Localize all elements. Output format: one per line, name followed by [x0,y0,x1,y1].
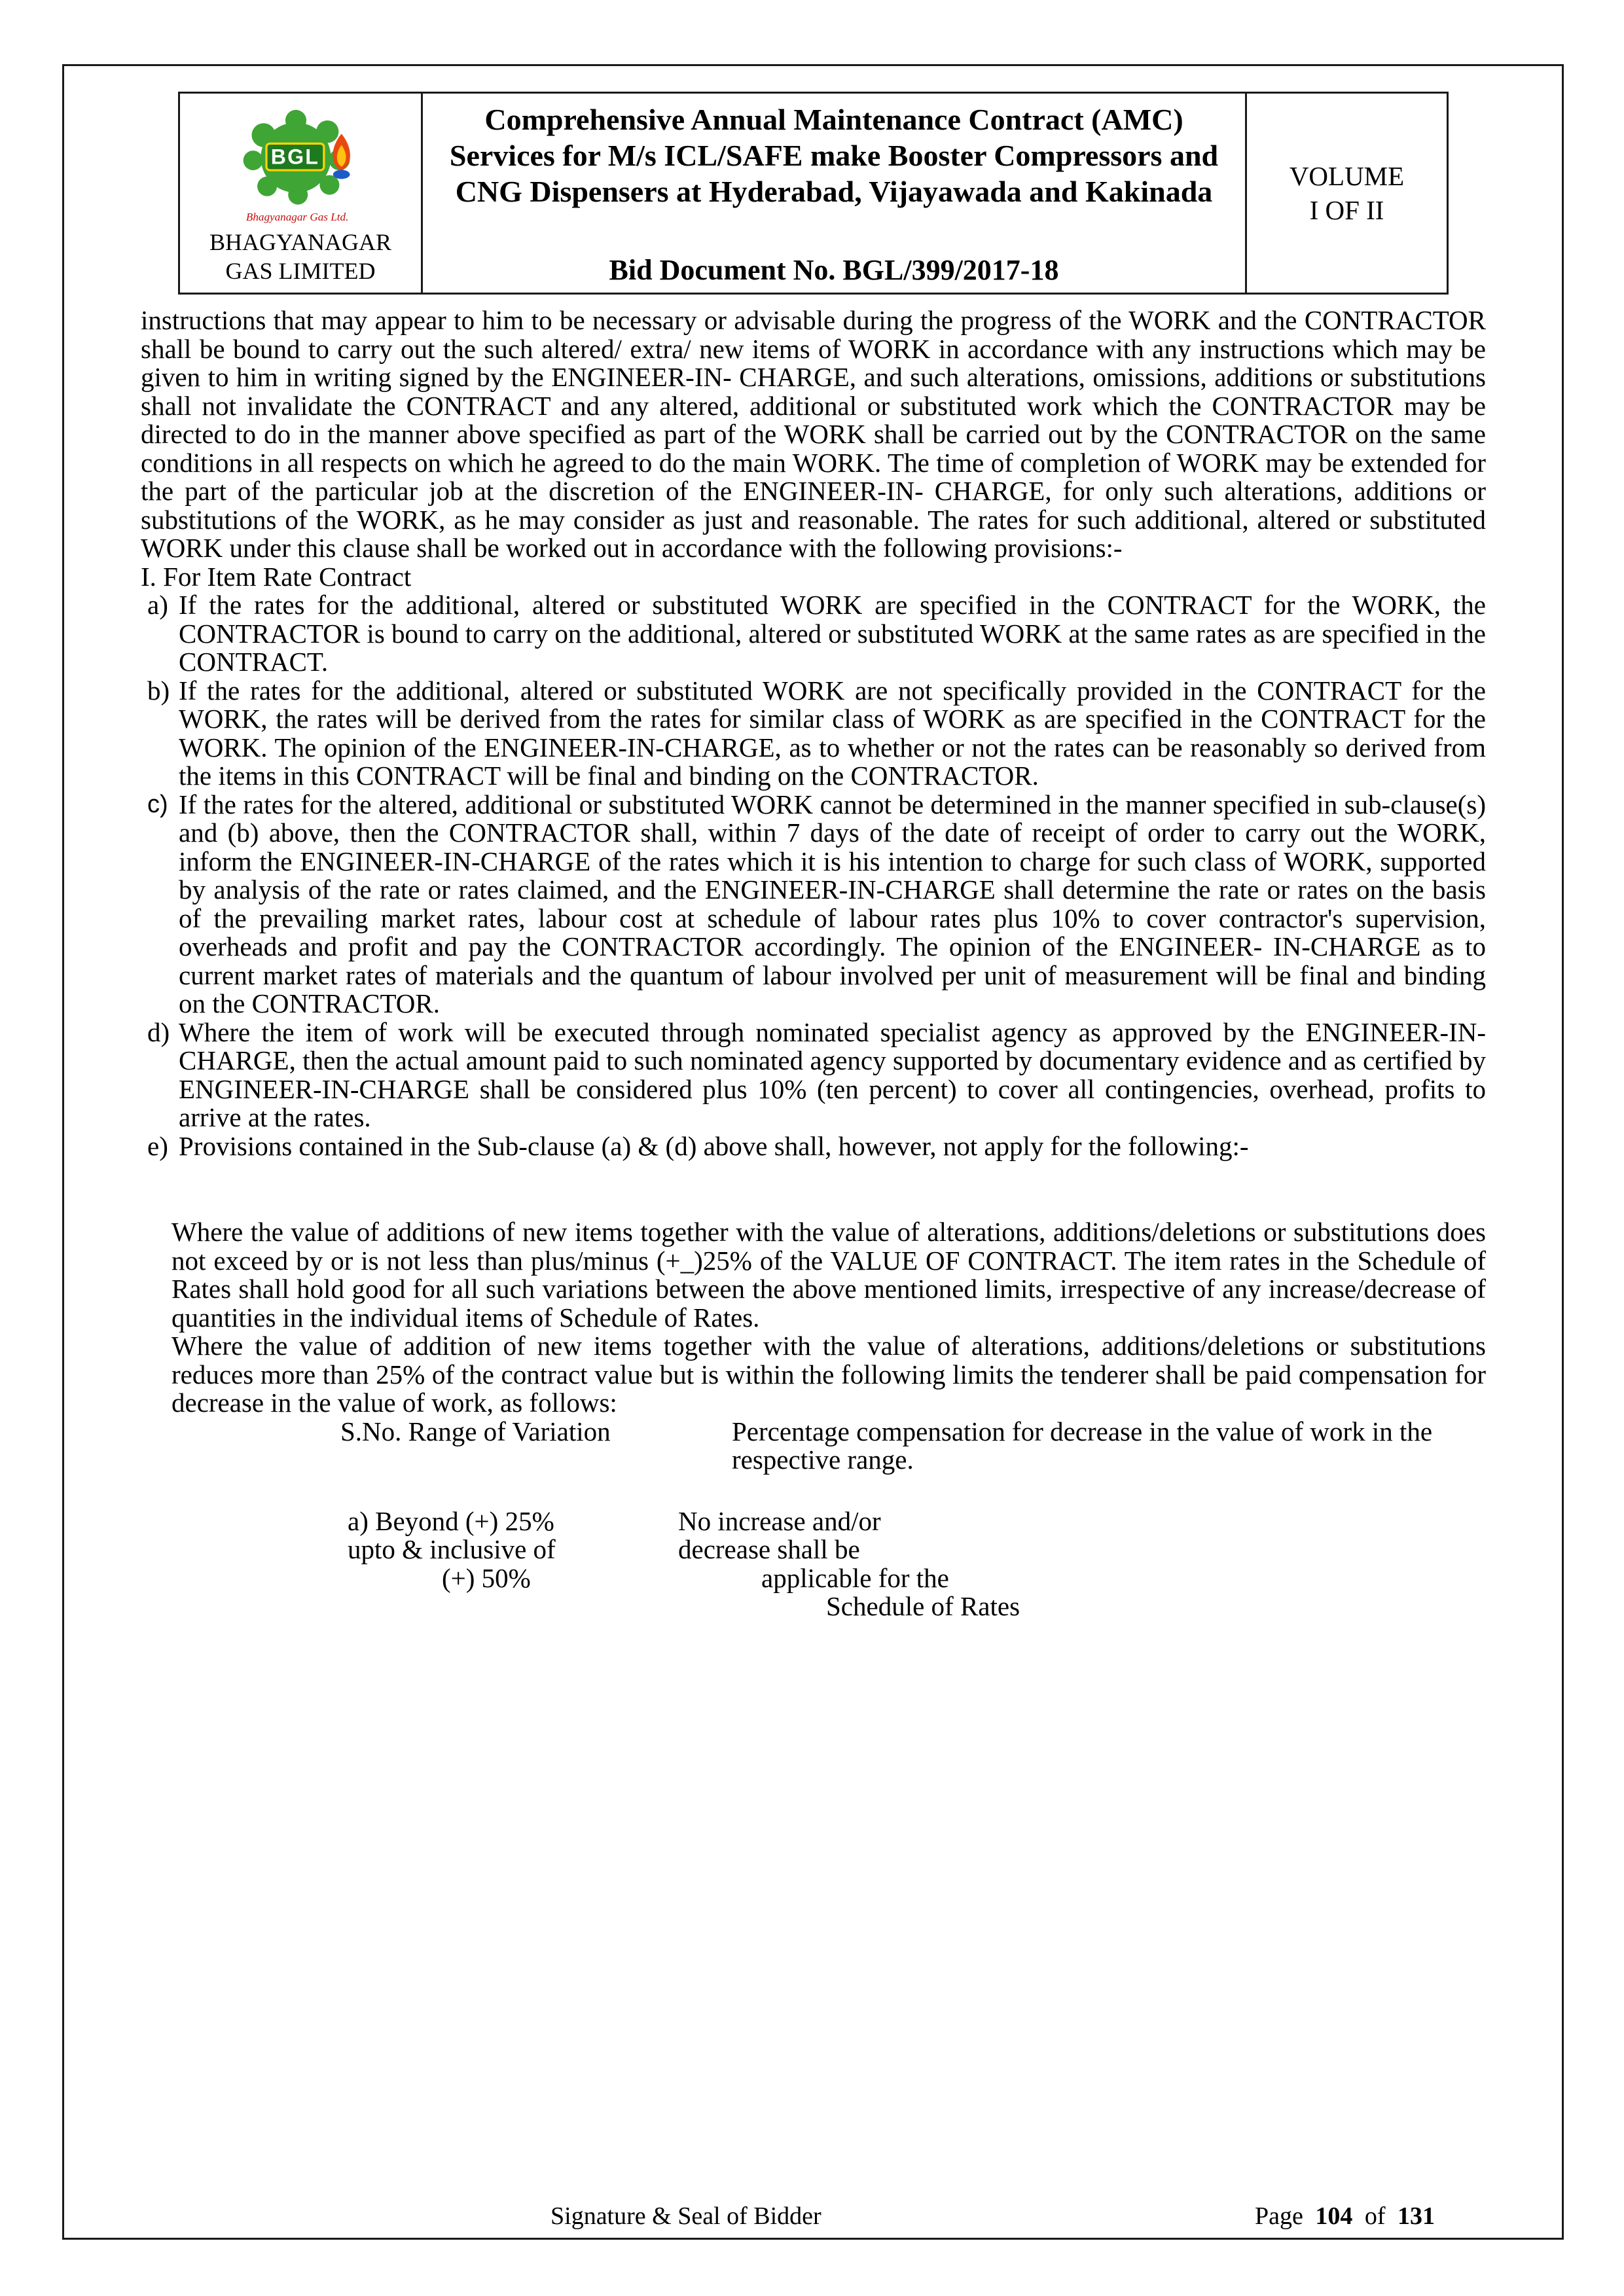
page-number [1255,2202,1485,2231]
variation-paragraph-2: Where the value of addition of new items together with the value of alterations, additions/deletions or substitutions reduces more than 25% of the contract value but is within the following limits the tenderer shall be paid compensation for decrease in the value of work, as follows: [171,1331,1486,1418]
volume-line1: VOLUME [1289,161,1405,191]
variation-col2-header: Percentage compensation for decrease in the value of work in the respective range. [732,1416,1433,1475]
document-title: Comprehensive Annual Maintenance Contract (AMC) Services for M/s ICL/SAFE make Booster Compressors and CNG Dispensers at Hyderabad, Vijayawada and Kakinada [449,103,1219,208]
flame-base-icon [333,170,350,179]
variation-table-header [141,1418,1486,1475]
section-heading: I. For Item Rate Contract [141,561,412,592]
bgl-logo-icon [227,101,374,228]
list-item-c [147,791,1486,1018]
compensation-line-1: No increase and/or [678,1505,881,1536]
list-item-b [147,677,1486,791]
page-footer [141,2202,1485,2231]
document-body [141,306,1486,1621]
page-number-value: 104 [1315,2202,1353,2230]
company-name [209,228,391,285]
variation-paragraph-1: Where the value of additions of new items together with the value of alterations, additions/deletions or substitutions does not exceed by or is not less than plus/minus (+_)25% of the VALUE OF CONTRACT. The item rates in the Schedule of Rates shall hold good for all such variations between the above mentioned limits, irrespective of any increase/decrease of quantities in the individual items of Schedule of Rates. [171,1217,1486,1333]
company-name-line1: BHAGYANAGAR [209,229,391,255]
compensation-line-4: Schedule of Rates [826,1591,1020,1621]
signature-label: Signature & Seal of Bidder [550,2202,821,2230]
logo-cell [180,94,421,293]
variation-compensation-column [678,1507,1136,1621]
title-cell [421,94,1247,293]
variation-table-row [141,1507,1486,1621]
list-marker-d: d) [147,1016,170,1047]
intro-paragraph: instructions that may appear to him to be necessary or advisable during the progress of the WORK and the CONTRACTOR shall be bound to carry out the such altered/ extra/ new items of WORK in accordance with any instructions which may be given to him in writing signed by the ENGINEER-IN- CHARGE, and such alterations, omissions, additions or substitutions shall not invalidate the CONTRACT and any altered, additional or substituted work which the CONTRACTOR may be directed to do in the manner above specified as part of the WORK shall be carried out by the CONTRACTOR on the same conditions in all respects on which he agreed to do the main WORK. The time of completion of WORK may be extended for the part of the particular job at the discretion of the ENGINEER-IN- CHARGE, for only such alterations, additions or substitutions of the WORK, as he may consider as just and reasonable. The rates for such additional, altered or substituted WORK under this clause shall be worked out in accordance with the following provisions:- [141,305,1486,563]
list-item-e-text: Provisions contained in the Sub-clause (a) & (d) above shall, however, not apply for the following:- [179,1130,1249,1161]
of-word: of [1364,2202,1386,2230]
list-marker-a: a) [147,590,168,620]
list-marker-c: c) [147,790,168,818]
document-header [178,92,1449,295]
list-item-d-text: Where the item of work will be executed through nominated specialist agency as approved by the ENGINEER-IN-CHARGE, then the actual amount paid to such nominated agency supported by documentary evidence and as certified by ENGINEER-IN-CHARGE shall be considered plus 10% (ten percent) to cover all contingencies, overhead, profits to arrive at the rates. [179,1016,1486,1132]
list-item-a [147,591,1486,677]
volume-cell [1247,94,1447,293]
volume-line2: I OF II [1309,195,1384,225]
compensation-line-2: decrease shall be [678,1534,860,1564]
page-word: Page [1254,2202,1303,2230]
variation-range-column [348,1507,629,1621]
list-item-c-text: If the rates for the altered, additional or substituted WORK cannot be determined in the manner specified in sub-clause(s) and (b) above, then the CONTRACTOR shall, within 7 days of the date of receipt of order to carry out the WORK, inform the ENGINEER-IN-CHARGE of the rates which it is his intention to charge for such class of WORK, supported by analysis of the rate or rates claimed, and the ENGINEER-IN-CHARGE shall determine the rate or rates on the basis of the prevailing market rates, labour cost at schedule of labour rates plus 10% to cover contractor's supervision, overheads and profit and pay the CONTRACTOR accordingly. The opinion of the ENGINEER- IN-CHARGE as to current market rates of materials and the quantum of labour involved per unit of measurement will be final and binding on the CONTRACTOR. [179,789,1486,1018]
company-name-line2: GAS LIMITED [225,258,376,284]
list-item-a-text: If the rates for the additional, altered or substituted WORK are specified in the CONTRACT for the WORK, the CONTRACTOR is bound to carry on the additional, altered or substituted WORK at the same rates as are specified in the CONTRACT. [179,590,1486,677]
variation-col1-header: S.No. Range of Variation [340,1416,611,1446]
range-line-2: upto & inclusive of [348,1534,556,1564]
list-item-b-text: If the rates for the additional, altered or substituted WORK are not specifically provided in the CONTRACT for the WORK, the rates will be derived from the rates for similar class of WORK as are specified in the CONTRACT for the WORK. The opinion of the ENGINEER-IN-CHARGE, as to whether or not the rates can be reasonably so derived from the items in this CONTRACT will be final and binding on the CONTRACTOR. [179,675,1486,791]
list-marker-e: e) [147,1130,168,1161]
logo-tagline-text: Bhagyanagar Gas Ltd. [245,211,348,224]
list-item-e [147,1132,1486,1161]
range-line-3: (+) 50% [442,1562,531,1593]
compensation-line-3: applicable for the [761,1562,949,1593]
volume-label [1290,159,1404,227]
bid-document-number: Bid Document No. BGL/399/2017-18 [609,254,1059,286]
list-item-d [147,1018,1486,1132]
list-marker-b: b) [147,675,170,706]
range-line-1: a) Beyond (+) 25% [348,1505,554,1536]
logo-acronym-text: BGL [270,145,319,169]
page-total-value: 131 [1398,2202,1435,2230]
